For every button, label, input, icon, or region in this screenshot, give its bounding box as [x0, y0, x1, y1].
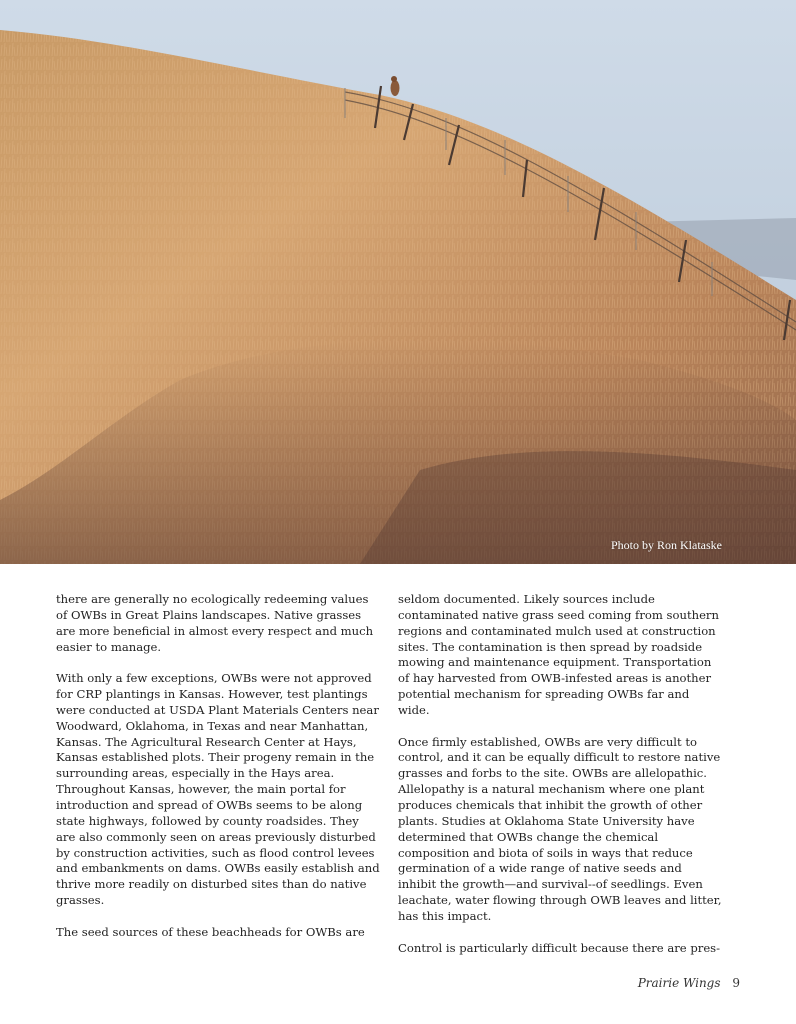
photo-credit: Photo by Ron Klataske [611, 538, 722, 552]
publication-title: Prairie Wings [637, 976, 721, 990]
paragraph: Once firmly established, OWBs are very difficult to control, and it can be equally difficult to restore native grasses and forbs to the site. OWBs are allelopathic. Allelopathy is a natural mechanism where one plant produces chemicals that inhibit the growth of other plants. Studies at Oklahoma State University have determined that OWBs change the chemical composition and biota of soils in ways that reduce germination of a wide range of native seeds and inhibit the growth—and survival--of seedlings. Even leachate, water flowing through OWB leaves and litter, has this impact. [398, 734, 722, 923]
article-left-column [56, 592, 381, 941]
paragraph: The seed sources of these beachheads for OWBs are [56, 924, 365, 939]
article-right-column [398, 592, 723, 956]
paragraph: seldom documented. Likely sources include contaminated native grass seed coming from southern regions and contaminated mulch used at construction sites. The contamination is then spread by roadside mowing and maintenance equipment. Transportation of hay harvested from OWB-infested areas is another potential mechanism for spreading OWBs far and wide. [398, 592, 719, 717]
page-footer [638, 976, 740, 990]
paragraph: there are generally no ecologically redeeming values of OWBs in Great Plains landscapes. Native grasses are more beneficial in almost every respect and much easier to manage. [56, 592, 374, 654]
paragraph: Control is particularly difficult because there are pres- [398, 940, 721, 955]
paragraph: With only a few exceptions, OWBs were not approved for CRP plantings in Kansas. However, test plantings were conducted at USDA Plant Materials Centers near Woodward, Oklahoma, in Texas and near Manhattan, Kansas. The Agricultural Research Center at Hays, Kansas established plots. Their progeny remain in the surrounding areas, especially in the Hays area. Throughout Kansas, however, the main portal for introduction and spread of OWBs seems to be along state highways, followed by county roadsides. They are also commonly seen on areas previously disturbed by construction activities, such as flood control levees and embankments on dams. OWBs easily establish and thrive more readily on disturbed sites than do native grasses. [56, 671, 380, 908]
page-number: 9 [732, 976, 740, 990]
